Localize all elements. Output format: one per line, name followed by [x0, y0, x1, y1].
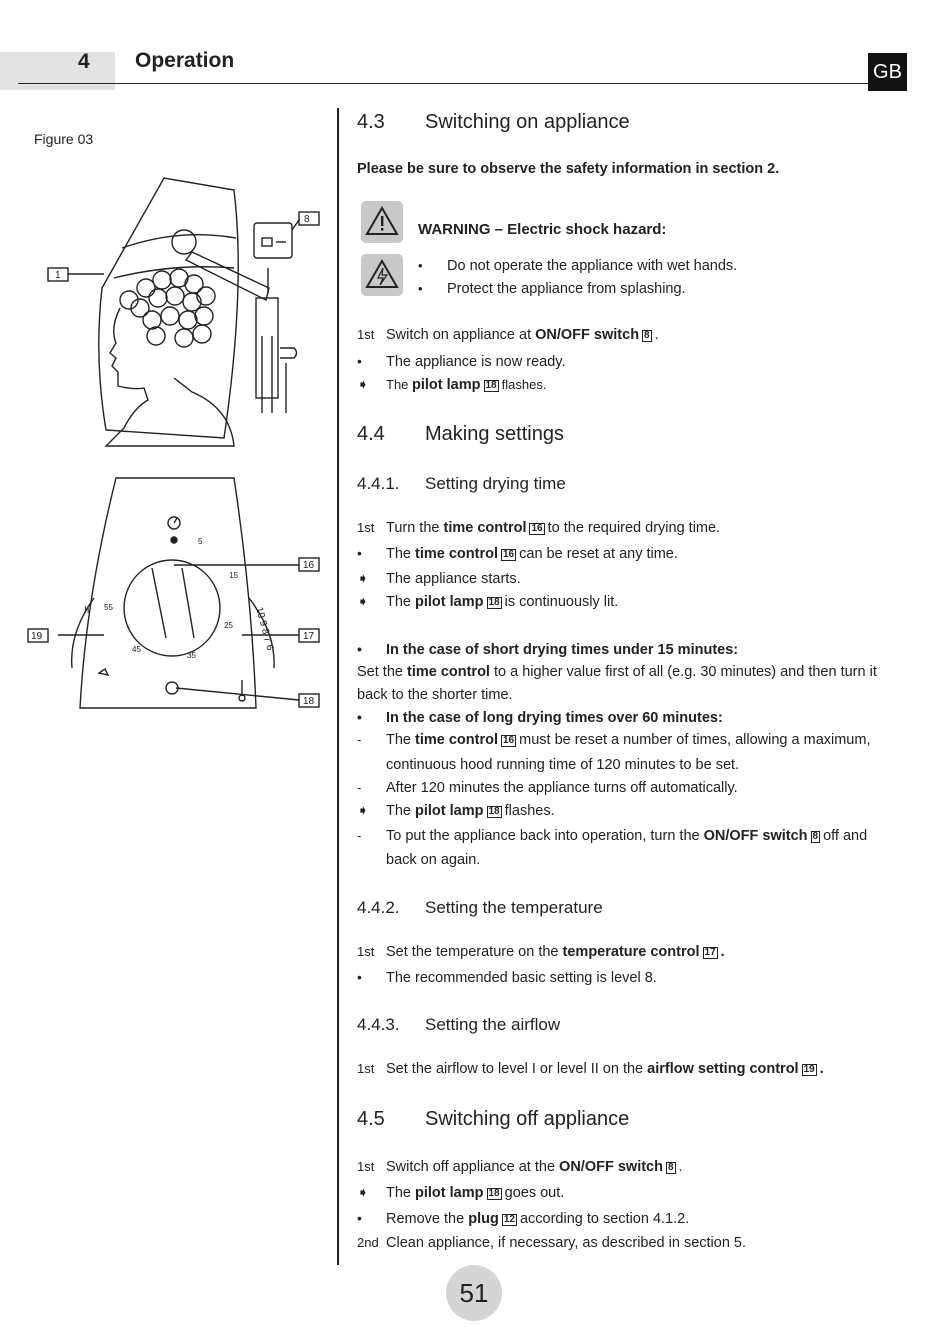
short-times-heading: • In the case of short drying times under 15 minutes:: [357, 641, 739, 658]
chapter-title: Operation: [135, 49, 235, 72]
curlers: [120, 269, 215, 347]
step-airflow: 1st Set the airflow to level I or level II on the airflow setting control 19 .: [357, 1061, 824, 1077]
svg-text:10 9 8 7 6: 10 9 8 7 6: [253, 605, 276, 652]
column-divider: [337, 108, 339, 1265]
head-profile: [106, 308, 234, 446]
svg-text:35: 35: [187, 651, 196, 660]
long-times-heading: • In the case of long drying times over 60 minutes:: [357, 709, 723, 726]
section-4-4-2-heading: 4.4.2. Setting the temperature: [357, 898, 603, 917]
svg-text:17: 17: [303, 631, 315, 642]
svg-text:45: 45: [132, 645, 141, 654]
figure-label: Figure 03: [34, 131, 94, 147]
result-lamp-lit: ➧ The pilot lamp 18 is continuously lit.: [357, 593, 619, 610]
list-item-cont: back on again.: [386, 852, 481, 868]
arrow-result-icon: ➧: [357, 1184, 369, 1200]
short-times-text-cont: back to the shorter time.: [357, 687, 513, 703]
step-drying-time: 1st Turn the time control 16 to the required drying time.: [357, 520, 721, 536]
header-band: [0, 52, 115, 90]
hood-dryer-figure: [24, 168, 324, 713]
svg-text:15: 15: [229, 571, 238, 580]
svg-text:25: 25: [224, 621, 233, 630]
control-panel-outline: [80, 478, 256, 708]
time-dial: [124, 560, 220, 656]
header-rule: [18, 83, 906, 84]
list-item: • The appliance is now ready.: [357, 353, 566, 370]
warning-title: WARNING – Electric shock hazard:: [418, 221, 667, 238]
section-4-4-3-heading: 4.4.3. Setting the airflow: [357, 1015, 561, 1034]
list-item: • The recommended basic setting is level 8.: [357, 969, 657, 986]
result-lamp-flashes: ➧ The pilot lamp 18 flashes.: [357, 802, 555, 819]
safety-note: Please be sure to observe the safety information in section 2.: [357, 161, 780, 177]
step-switch-on: 1st Switch on appliance at ON/OFF switch 8 .: [357, 327, 659, 343]
section-4-3-heading: 4.3 Switching on appliance: [357, 111, 630, 133]
list-item: • Protect the appliance from splashing.: [418, 281, 686, 297]
svg-text:5: 5: [198, 537, 203, 546]
list-item: - After 120 minutes the appliance turns off automatically.: [357, 780, 738, 796]
short-times-text: Set the time control to a higher value first of all (e.g. 30 minutes) and then turn it: [357, 664, 877, 680]
step-temperature: 1st Set the temperature on the temperature control 17 .: [357, 944, 725, 960]
svg-text:1: 1: [55, 270, 61, 281]
list-item: • The time control 16 can be reset at any time.: [357, 545, 678, 562]
list-item: - The time control 16 must be reset a number of times, allowing a maximum,: [357, 732, 871, 748]
step-switch-off: 1st Switch off appliance at the ON/OFF switch 8 .: [357, 1159, 683, 1175]
svg-text:16: 16: [303, 560, 315, 571]
arrow-result-icon: ➧: [357, 802, 369, 818]
arrow-result-icon: ➧: [357, 376, 369, 392]
list-item: • Remove the plug 12 according to section 4.1.2.: [357, 1210, 690, 1227]
arrow-result-icon: ➧: [357, 570, 369, 586]
arrow-result-icon: ➧: [357, 593, 369, 609]
language-badge: GB: [868, 53, 907, 91]
list-item-cont: continuous hood running time of 120 minutes to be set.: [386, 757, 740, 773]
warning-icon: [361, 201, 403, 243]
list-item: • Do not operate the appliance with wet hands.: [418, 258, 738, 274]
list-item: - To put the appliance back into operation, turn the ON/OFF switch 8 off and: [357, 828, 868, 844]
result-appliance-starts: ➧ The appliance starts.: [357, 570, 521, 587]
electric-shock-icon: [361, 254, 403, 296]
svg-text:8: 8: [304, 214, 310, 225]
chapter-number: 4: [78, 50, 90, 73]
svg-text:II: II: [84, 605, 90, 616]
page-number: 51: [446, 1265, 502, 1321]
svg-text:18: 18: [303, 696, 315, 707]
svg-text:19: 19: [31, 631, 43, 642]
section-4-4-1-heading: 4.4.1. Setting drying time: [357, 474, 566, 493]
result-pilot-lamp-flashes: ➧ The pilot lamp 18 flashes.: [357, 376, 547, 393]
result-lamp-out: ➧ The pilot lamp 18 goes out.: [357, 1184, 565, 1201]
step-clean: 2nd Clean appliance, if necessary, as described in section 5.: [357, 1235, 747, 1251]
svg-text:55: 55: [104, 603, 113, 612]
section-4-4-heading: 4.4 Making settings: [357, 423, 564, 445]
section-4-5-heading: 4.5 Switching off appliance: [357, 1108, 630, 1130]
